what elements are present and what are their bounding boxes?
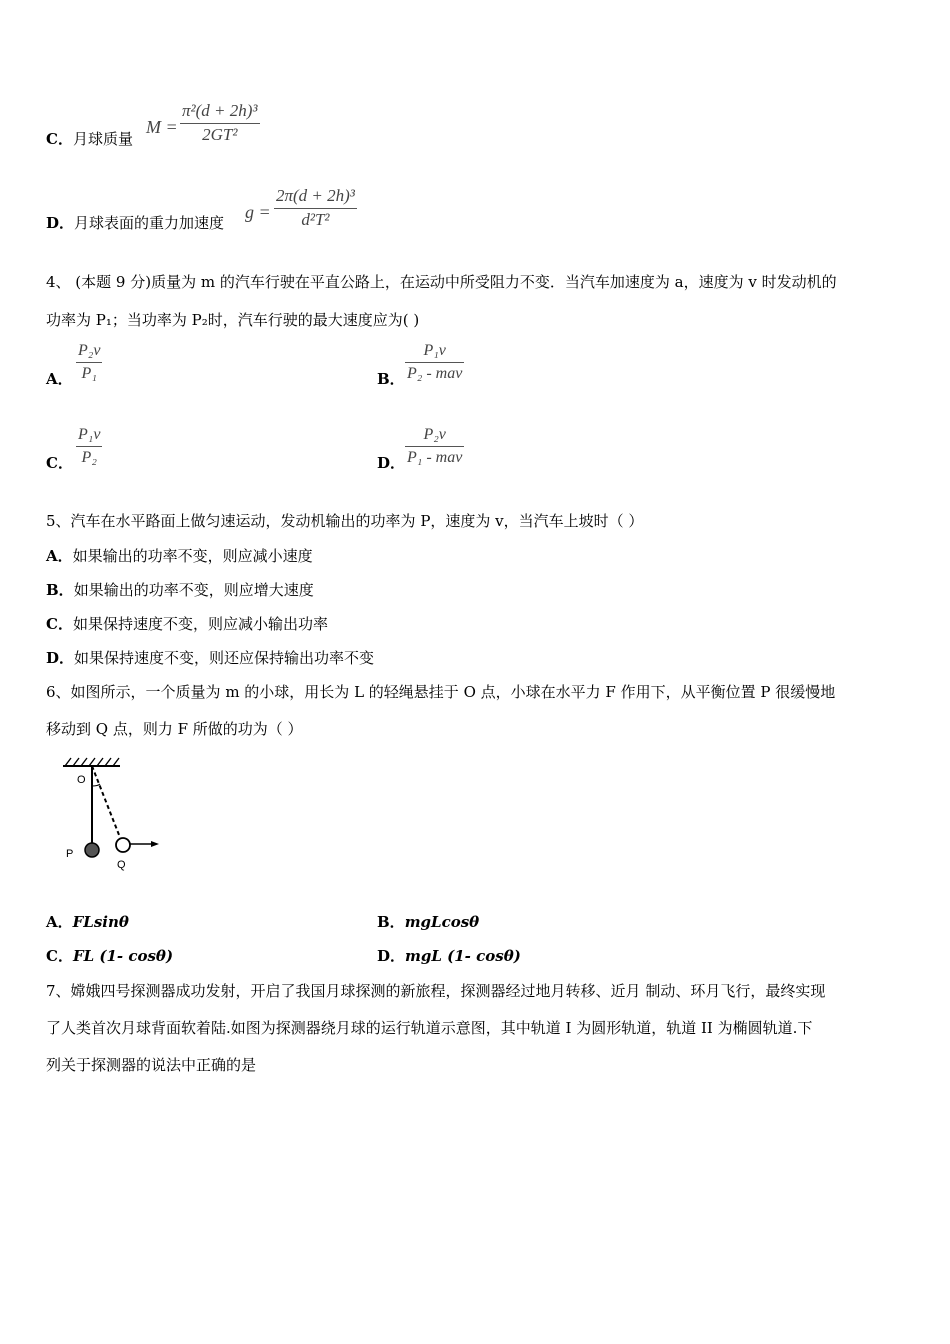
formula-lhs: M = [146,117,178,137]
formula-numerator: 2π(d + 2h)³ [276,186,355,205]
formula-denominator: d²T² [301,209,330,229]
q4-option-d-fraction [405,426,464,466]
formula-denominator: P₂ [81,448,97,466]
q5-option-d [46,647,374,668]
fraction-bar [76,446,102,447]
q7-stem-line-2: 了人类首次月球背面软着陆.如图为探测器绕月球的运行轨道示意图，其中轨道 I 为圆形轨道，轨道 II 为椭圆轨道.下 [46,1019,813,1037]
option-label: D． [46,649,75,667]
formula-denominator: 2GT² [202,124,238,144]
option-label: C． [46,615,73,633]
option-label: B． [377,913,405,931]
option-label: D． [377,947,406,965]
option-text: 月球质量 [72,130,133,148]
q4-stem-line-1: 4、 (本题 9 分)质量为 m 的汽车行驶在平直公路上，在运动中所受阻力不变．当汽车加速度为 a，速度为 v 时发动机的 [46,273,837,291]
formula-denominator: P₁ - mav [407,448,463,466]
option-label: A． [46,547,73,565]
theta-arc [92,784,100,786]
q5-option-c [46,613,328,634]
force-arrowhead [151,841,159,847]
option-text: 如果输出的功率不变，则应增大速度 [73,581,314,599]
formula-lhs: g = [245,202,271,222]
option-text: FL (1- cosθ) [72,947,174,965]
option-text: mgL (1- cosθ) [405,947,521,965]
formula-numerator: π²(d + 2h)³ [182,101,258,120]
option-text: 如果保持速度不变，则应减小输出功率 [72,615,328,633]
ball-q [116,838,130,852]
q5-option-a [46,545,313,566]
option-text: FLsinθ [72,913,129,931]
q6-option-b [377,911,479,932]
option-text: 月球表面的重力加速度 [74,214,225,232]
q5-stem: 5、汽车在水平路面上做匀速运动，发动机输出的功率为 P，速度为 v，当汽车上坡时（ ） [46,512,644,530]
q3-option-c [46,128,133,149]
formula-numerator: P₂v [423,426,446,443]
fraction-bar [180,123,260,124]
label-p: P [66,848,74,860]
q4-option-b-label: B． [377,370,405,388]
pendulum-figure [55,752,170,877]
formula-fraction [180,102,260,144]
q7-stem-line-3: 列关于探测器的说法中正确的是 [46,1056,257,1074]
q4-option-d-label: D． [377,454,406,472]
formula-denominator: P₂ - mav [407,364,463,382]
q3-option-d [46,212,224,233]
option-text: 如果输出的功率不变，则应减小速度 [72,547,313,565]
fraction-bar [274,208,357,209]
label-o: O [77,774,86,786]
fraction-bar [405,362,464,363]
option-label: C． [46,947,73,965]
formula-numerator: P₁v [78,426,101,443]
option-text: mgLcosθ [404,913,480,931]
q6-option-d [377,945,521,966]
formula-fraction [274,187,357,229]
q4-option-c-label: C． [46,454,73,472]
label-q: Q [117,859,126,871]
q6-option-c [46,945,173,966]
q4-option-a-label: A． [46,370,73,388]
formula-numerator: P₂v [78,342,101,359]
formula-denominator: P₁ [81,364,97,382]
formula-numerator: P₁v [423,342,446,359]
string-displaced [92,766,121,840]
q4-option-a-fraction [76,342,102,382]
option-label: A． [46,913,73,931]
q4-option-b-fraction [405,342,464,382]
q6-stem-line-1: 6、如图所示，一个质量为 m 的小球，用长为 L 的轻绳悬挂于 O 点，小球在水平力 F 作用下，从平衡位置 P 很缓慢地 [46,683,836,701]
ball-p [85,843,99,857]
fraction-bar [76,362,102,363]
option-label: B． [46,581,74,599]
q4-option-c-fraction [76,426,102,466]
option-text: 如果保持速度不变，则还应保持输出功率不变 [74,649,375,667]
q7-stem-line-1: 7、嫦娥四号探测器成功发射，开启了我国月球探测的新旅程，探测器经过地月转移、近月 制动、环月飞行，最终实现 [46,982,826,1000]
ceiling-hatching [65,758,119,766]
option-label: C． [46,130,73,148]
q5-option-b [46,579,314,600]
fraction-bar [405,446,464,447]
q4-stem-line-2: 功率为 P₁；当功率为 P₂时，汽车行驶的最大速度应为( ) [46,311,420,329]
option-label: D． [46,214,75,232]
q6-option-a [46,911,129,932]
q6-stem-line-2: 移动到 Q 点，则力 F 所做的功为（ ） [46,720,303,738]
